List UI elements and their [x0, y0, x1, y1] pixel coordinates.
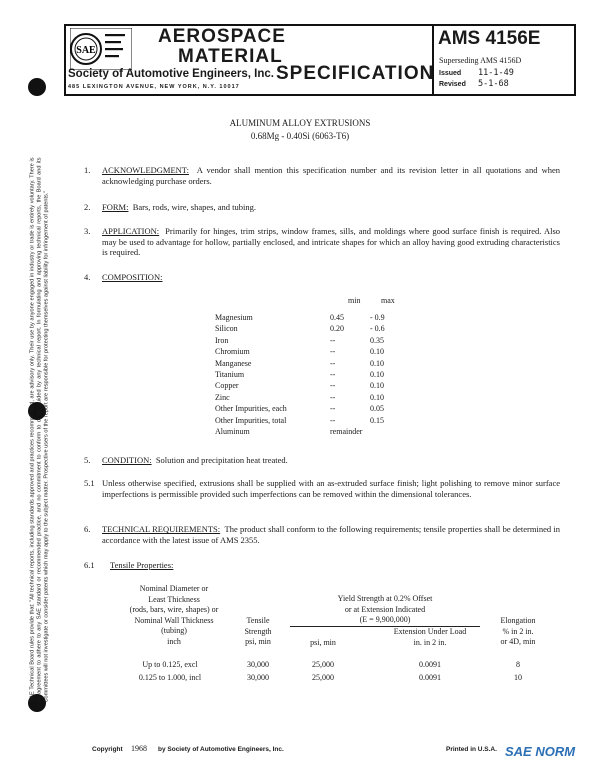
header-line: (E = 9,900,000) — [290, 615, 480, 627]
header-line: Nominal Wall Thickness — [134, 615, 214, 625]
tensile-value: 30,000 — [247, 673, 269, 682]
section-heading: Tensile Properties: — [110, 560, 174, 570]
section-number: 1. — [84, 165, 91, 175]
section-heading: CONDITION: — [102, 455, 152, 465]
min-value: 0.45 — [330, 313, 344, 322]
col-header-yield — [290, 594, 480, 627]
max-value: 0.10 — [370, 358, 384, 368]
watermark: SAE NORM — [505, 744, 576, 759]
header-line: Elongation — [500, 616, 536, 625]
extension-value: 0.0091 — [419, 673, 441, 682]
max-value: - 0.6 — [370, 324, 385, 334]
section-form — [102, 202, 560, 213]
col-header-elongation — [478, 616, 558, 648]
section-number: 6.1 — [84, 560, 95, 570]
min-value: -- — [330, 358, 336, 368]
col-header-yield-psi: psi, min — [310, 638, 336, 647]
element-name: Chromium — [215, 347, 250, 357]
header-line: Strength — [244, 626, 272, 636]
section-text: A vendor shall mention this specification number and its revision letter in all quotations and when acknowledging purchase orders. — [102, 165, 561, 186]
footer-copyright-label: Copyright — [92, 746, 123, 753]
min-value: -- — [330, 381, 336, 391]
header-line: % in 2 in. — [502, 626, 534, 636]
min-value: -- — [330, 347, 336, 357]
superseding: Superseding AMS 4156D — [439, 56, 522, 65]
society-address: 485 LEXINGTON AVENUE, NEW YORK, N.Y. 10017 — [68, 84, 240, 90]
element-name: Iron — [215, 335, 229, 345]
section-number: 5.1 — [84, 478, 95, 488]
document-subtitle: 0.68Mg - 0.40Si (6063-T6) — [250, 131, 350, 141]
element-name: Zinc — [215, 392, 230, 402]
footer-society: by Society of Automotive Engineers, Inc. — [158, 746, 284, 753]
element-name: Other Impurities, each — [215, 404, 287, 414]
section-heading: APPLICATION: — [102, 226, 160, 236]
logo-text: SAE — [76, 45, 96, 56]
min-value: -- — [330, 370, 336, 379]
section-number: 3. — [84, 226, 91, 236]
header-line: psi, min — [245, 637, 271, 646]
composition-row — [215, 370, 465, 381]
composition-row — [215, 359, 465, 370]
min-value: 0.20 — [330, 324, 344, 334]
composition-row — [215, 347, 465, 358]
header-line: (tubing) — [161, 626, 187, 635]
element-name: Copper — [215, 381, 239, 391]
element-name: Titanium — [215, 370, 245, 379]
header-aerospace: AEROSPACE — [158, 26, 286, 47]
header-line: or 4D, min — [500, 637, 536, 646]
max-value: 0.35 — [370, 335, 384, 345]
composition-row — [215, 416, 465, 427]
footer-year: 1968 — [131, 744, 147, 753]
header-line: Least Thickness — [148, 594, 200, 604]
max-value: - 0.9 — [370, 313, 385, 322]
header-material: MATERIAL — [178, 46, 283, 67]
size-value: Up to 0.125, excl — [142, 660, 198, 669]
section-number: 2. — [84, 202, 91, 212]
max-value: 0.05 — [370, 404, 384, 414]
col-header-extension — [375, 627, 485, 648]
header-line: Nominal Diameter or — [139, 584, 209, 593]
header-line: in. in 2 in. — [413, 637, 447, 647]
composition-row — [215, 336, 465, 347]
comp-col-min: min — [348, 296, 361, 305]
max-value: 0.10 — [370, 381, 384, 391]
header-line: (rods, bars, wire, shapes) or — [129, 605, 219, 614]
min-value: -- — [330, 392, 336, 402]
element-name: Manganese — [215, 358, 252, 368]
society-name: Society of Automotive Engineers, Inc. — [68, 68, 274, 80]
max-value: 0.10 — [370, 392, 384, 402]
elongation-value: 10 — [514, 673, 522, 682]
footer-printed: Printed in U.S.A. — [446, 746, 497, 753]
section-number: 4. — [84, 272, 91, 282]
issued-label: Issued — [439, 70, 462, 77]
elongation-value: 8 — [516, 660, 520, 669]
side-disclaimer: SAE Technical Board rules provide that: "All technical reports, including standards approved and practices recommended, are advisory only. Their use by anyone engaged in industry or trade is entirely voluntary. There is no agreement to adhere to any SAE standard or recommended practice, and no commitment to conform to or be guided by any technical report. In formulating and approving technical reports, the Board and its Committees will not investigate or consider patents which may apply to the subject matter. Prospective users of the report are responsible for protecting themselves against liability for infringement of patents." — [29, 157, 50, 703]
min-value: -- — [330, 404, 336, 414]
min-value: -- — [330, 335, 336, 345]
header-line: Yield Strength at 0.2% Offset — [337, 594, 433, 603]
revised-date: 5-1-68 — [478, 79, 509, 89]
header-line: or at Extension Indicated — [344, 604, 426, 614]
element-name: Silicon — [215, 324, 238, 334]
header-line: Tensile — [246, 616, 270, 625]
revised-label: Revised — [439, 81, 466, 88]
composition-row — [215, 427, 465, 438]
section-text: Primarily for hinges, trim strips, window frames, sills, and moldings where good surface finish is required. Also may be used to advantage for hollow, partially enclosed, and intricate shapes for which an alloy having good extruding characteristics is required. — [102, 226, 561, 258]
extension-value: 0.0091 — [419, 660, 441, 669]
section-acknowledgment — [102, 165, 560, 186]
section-number: 6. — [84, 524, 91, 534]
element-name: Aluminum — [215, 427, 250, 436]
sae-logo — [70, 28, 132, 70]
comp-col-max: max — [381, 296, 395, 305]
section-text: Solution and precipitation heat treated. — [155, 455, 288, 465]
yield-value: 25,000 — [312, 660, 334, 669]
issued-date: 11-1-49 — [478, 68, 514, 78]
section-condition — [102, 455, 560, 466]
yield-value: 25,000 — [312, 673, 334, 682]
section-heading: TECHNICAL REQUIREMENTS: — [102, 524, 221, 534]
ams-number: AMS 4156E — [438, 28, 541, 49]
section-text: The product shall conform to the following requirements; tensile properties shall be determined in accordance with the latest issue of AMS 2355. — [102, 524, 560, 545]
section-number: 5. — [84, 455, 91, 465]
section-text: Bars, rods, wire, shapes, and tubing. — [132, 202, 256, 212]
element-name: Other Impurities, total — [215, 415, 287, 425]
size-value: 0.125 to 1.000, incl — [138, 673, 202, 682]
col-header-tensile — [228, 616, 288, 648]
section-application — [102, 226, 560, 258]
composition-row — [215, 381, 465, 392]
section-heading: ACKNOWLEDGMENT: — [102, 165, 189, 175]
section-text: Unless otherwise specified, extrusions shall be supplied with an as-extruded surface finish; light polishing to remove minor surface imperfections is permissible provided such imperfections can be removed within the dimensional tolerances. — [102, 478, 560, 499]
element-name: Magnesium — [215, 313, 253, 322]
side-disclaimer-wrap — [0, 150, 80, 710]
document-title: ALUMINUM ALLOY EXTRUSIONS — [229, 118, 371, 128]
max-value: 0.10 — [370, 370, 384, 379]
header-specification: SPECIFICATION — [276, 63, 435, 84]
composition-row — [215, 324, 465, 335]
min-value: -- — [330, 415, 336, 425]
punch-hole — [28, 78, 46, 96]
header-line: Extension Under Load — [393, 627, 467, 636]
max-value: 0.15 — [370, 415, 384, 425]
composition-row — [215, 313, 465, 324]
section-heading: COMPOSITION: — [102, 272, 163, 282]
section-heading: FORM: — [102, 202, 129, 212]
composition-row — [215, 393, 465, 404]
min-value: remainder — [330, 427, 363, 436]
section-technical-requirements — [102, 524, 560, 545]
composition-row — [215, 404, 465, 415]
max-value: 0.10 — [370, 347, 384, 357]
header-line: inch — [167, 636, 181, 646]
tensile-value: 30,000 — [247, 660, 269, 669]
